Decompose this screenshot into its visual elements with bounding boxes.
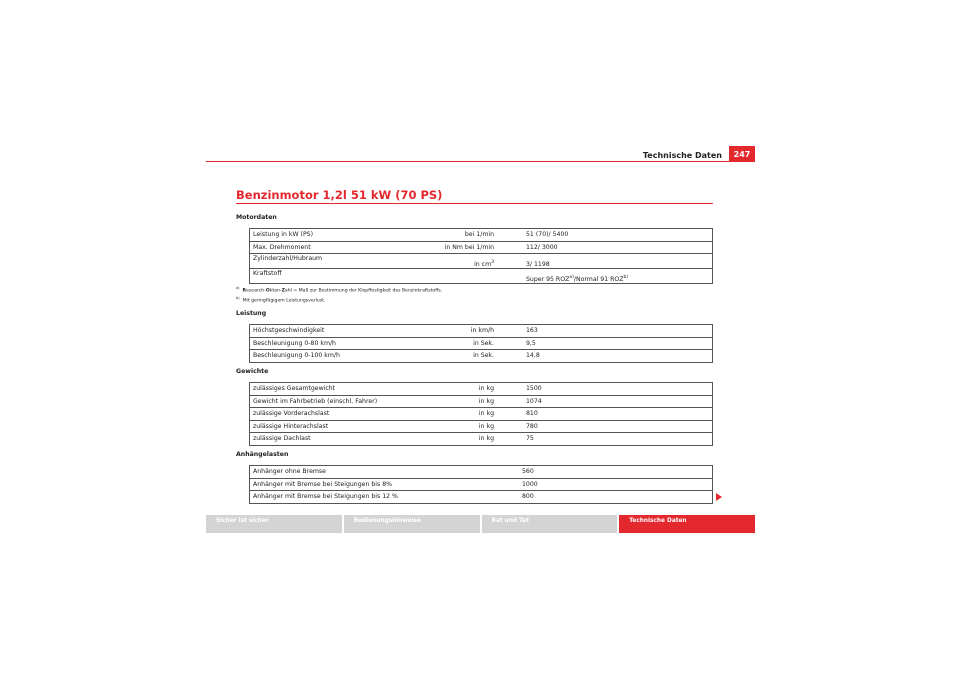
table-row [250, 478, 713, 491]
table-row [250, 350, 713, 363]
footer-tab-sicher-ist-sicher[interactable]: Sicher ist sicher [206, 515, 342, 533]
footnote-a: $^{a)}$Research-Oktan-Zahl = Maß zur Bestimmung der Klopffestigkeit des Benzinkraftstoffs. [236, 286, 443, 294]
row-value: 14,8 [526, 352, 540, 360]
footnote-ref-b: b) [623, 274, 629, 280]
table-leistung [249, 324, 713, 363]
row-value: 780 [500, 420, 713, 433]
row-unit: in kg [478, 435, 494, 443]
page-title: Benzinmotor 1,2l 51 kW (70 PS) [236, 188, 443, 202]
row-label: Zylinderzahl/Hubraum [250, 254, 417, 269]
row-unit: in kg [416, 395, 500, 408]
row-label: Beschleunigung 0-80 km/h [250, 337, 417, 350]
row-unit: in Sek. [473, 352, 494, 360]
section-title-motordaten: Motordaten [236, 214, 277, 221]
row-unit: in kg [416, 408, 500, 421]
header-title: Technische Daten [642, 151, 722, 160]
row-unit: in km/h [416, 325, 500, 338]
row-value: 560 [496, 466, 713, 479]
row-unit: bei 1/min [416, 229, 500, 242]
row-label: zulässige Vorderachslast [250, 408, 417, 421]
row-value: 810 [500, 408, 713, 421]
table-row [250, 420, 713, 433]
row-label: Gewicht im Fahrbetrieb (einschl. Fahrer) [250, 395, 417, 408]
footer-tab-rat-und-tat[interactable]: Rat und Tat [482, 515, 618, 533]
footer-tab-bedienungshinweise[interactable]: Bedienungshinweise [344, 515, 480, 533]
table-row [250, 254, 713, 269]
row-value: 800 [522, 493, 534, 501]
fuel-normal: /Normal 91 ROZ [573, 276, 624, 283]
row-value: 112/ 3000 [500, 241, 713, 254]
row-label: Kraftstoff [253, 270, 282, 277]
row-unit [416, 269, 500, 284]
row-value: 163 [500, 325, 713, 338]
table-row [250, 383, 713, 396]
table-row [250, 408, 713, 421]
row-value [500, 269, 713, 284]
next-page-arrow-icon[interactable] [716, 493, 722, 501]
row-label: zulässiges Gesamtgewicht [250, 383, 417, 396]
footer-nav [206, 515, 755, 533]
page-number: 247 [729, 146, 755, 162]
title-divider [236, 203, 713, 204]
section-title-leistung: Leistung [236, 310, 267, 317]
row-label: Max. Drehmoment [250, 241, 417, 254]
table-motordaten [249, 228, 713, 284]
table-gewichte [249, 382, 713, 446]
row-label: Höchstgeschwindigkeit [250, 325, 417, 338]
row-value: 51 (70)/ 5400 [500, 229, 713, 242]
unit-superscript: 3 [491, 259, 494, 265]
row-value: 1000 [496, 478, 713, 491]
row-label: Anhänger ohne Bremse [250, 466, 497, 479]
footnote-b: $^{b)}$Mit geringfügigem Leistungsverlust. [236, 295, 326, 304]
row-unit [416, 254, 500, 269]
section-title-anhaengelasten: Anhängelasten [236, 451, 289, 458]
row-value: 1500 [500, 383, 713, 396]
footnotes [236, 285, 442, 304]
table-row [250, 229, 713, 242]
row-label: Beschleunigung 0-100 km/h [253, 352, 340, 360]
footnote-mark: b) [236, 295, 240, 300]
table-row [250, 491, 713, 504]
row-unit: in kg [416, 420, 500, 433]
row-value: 75 [526, 435, 534, 443]
footnote-ref-a: a) [569, 274, 574, 280]
table-row [250, 269, 713, 284]
row-label: zulässige Dachlast [253, 435, 311, 443]
row-unit: in Sek. [416, 337, 500, 350]
fuel-super: Super 95 ROZ [526, 276, 570, 283]
table-row [250, 241, 713, 254]
row-value: 3/ 1198 [500, 254, 713, 269]
footer-tab-technische-daten[interactable]: Technische Daten [619, 515, 755, 533]
footnote-mark: a) [236, 286, 240, 290]
header-divider [206, 161, 755, 162]
table-row [250, 325, 713, 338]
table-row [250, 395, 713, 408]
table-row [250, 433, 713, 446]
row-label: zulässige Hinterachslast [250, 420, 417, 433]
row-unit: in Nm bei 1/min [416, 241, 500, 254]
table-anhaengelasten [249, 465, 713, 504]
row-label: Anhänger mit Bremse bei Steigungen bis 12 % [253, 493, 398, 501]
row-value: 9,5 [500, 337, 713, 350]
row-label: Anhänger mit Bremse bei Steigungen bis 8% [250, 478, 497, 491]
row-label: Leistung in kW (PS) [250, 229, 417, 242]
unit-text: in cm [474, 261, 492, 268]
section-title-gewichte: Gewichte [236, 368, 269, 375]
row-value: 1074 [500, 395, 713, 408]
row-unit: in kg [416, 383, 500, 396]
table-row [250, 337, 713, 350]
table-row [250, 466, 713, 479]
